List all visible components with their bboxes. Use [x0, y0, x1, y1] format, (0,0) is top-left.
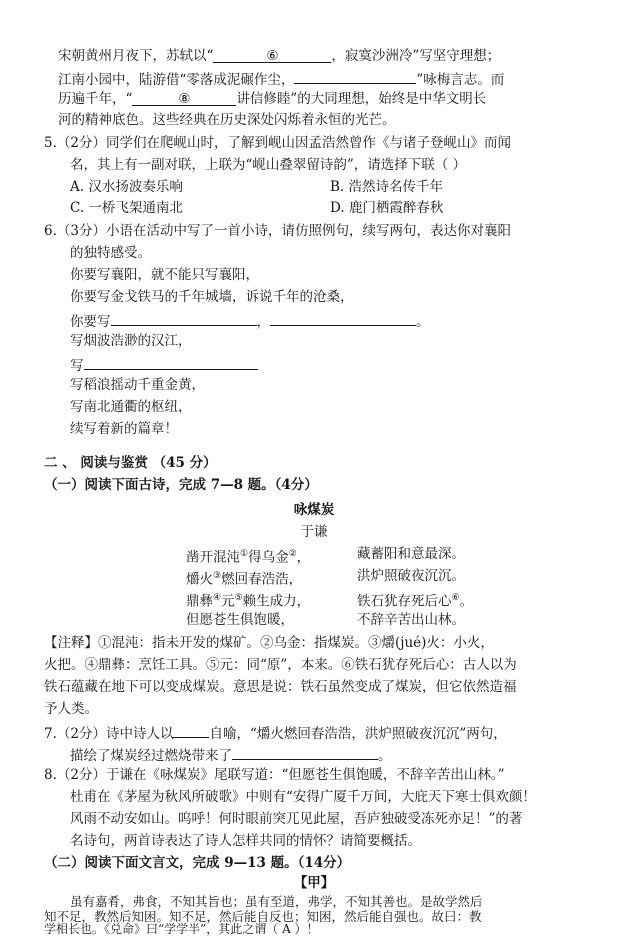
intro-line-3: 历遍千年，“ ⑧ 讲信修睦”的大同理想，始终是中华文明长 [58, 91, 487, 107]
intro-line-1: 宋朝黄州月夜下，苏轼以“ ⑥ ，寂寞沙洲冷”写坚守理想； [58, 48, 501, 64]
q6-blank-2[interactable] [270, 310, 416, 326]
notes-line-1: 【注释】①混沌：指未开发的煤矿。②乌金：指煤炭。③爝(jué)火：小火， [44, 635, 494, 651]
poem-author: 于谦 [300, 524, 328, 540]
section-2-heading: 二 、 阅读与鉴赏 （45 分） [44, 455, 217, 471]
q5-option-a[interactable]: A. 汉水扬波奏乐响 [70, 179, 183, 195]
passage-jia-label: 【甲】 [293, 875, 335, 891]
q6-line-2: 的独特感受。 [70, 245, 151, 261]
poem-line-1-left: 凿开混沌①得乌金②， [186, 549, 311, 566]
q5-line-1: 5.（2分）同学们在爬岘山时，了解到岘山因孟浩然曾作《与诸子登岘山》而闻 [44, 135, 511, 151]
q6-poem-line-6: 写稻浪摇动千重金黄， [70, 377, 205, 393]
q6-poem-line-3: 你要写 ， 。 [70, 310, 430, 331]
q6-line-1: 6.（3分）小语在活动中写了一首小诗，请仿照例句，续写两句，表达你对襄阳 [44, 223, 511, 239]
poem-line-3-right: 铁石犹存死后心⑥。 [357, 593, 474, 610]
blank-7[interactable] [294, 68, 416, 84]
q8-line-1: 8.（2分）于谦在《咏煤炭》尾联写道：“但愿苍生俱饱暖，不辞辛苦出山林。” [44, 767, 505, 783]
q8-line-2: 杜甫在《茅屋为秋风所破歌》中则有“安得广厦千万间，大庇天下寒士俱欢颜！ [70, 789, 536, 805]
q7-line-2: 描绘了煤炭经过燃烧带来了 。 [70, 744, 392, 765]
notes-line-2: 火把。④鼎彝：烹饪工具。⑤元：同“原”，本来。⑥铁石犹存死后心：古人以为 [44, 657, 517, 673]
q6-poem-line-2: 你要写金戈铁马的千年城墙，诉说千年的沧桑， [70, 289, 354, 305]
q5-option-d[interactable]: D. 鹿门栖霞醉春秋 [330, 200, 444, 216]
q5-option-c[interactable]: C. 一桥飞架通南北 [70, 200, 183, 216]
q6-blank-3[interactable] [84, 354, 258, 370]
part-1-heading: （一）阅读下面古诗，完成 7—8 题。（4分） [44, 477, 318, 493]
passage-line-1: 虽有嘉肴，弗食，不知其旨也；虽有至道，弗学，不知其善也。是故学然后 [70, 894, 483, 909]
poem-line-3-left: 鼎彝④元⑤赖生成力， [186, 593, 311, 610]
passage-line-2: 知不足，教然后知困。知不足，然后能自反也；知困，然后能自强也。故曰：教 [44, 909, 482, 924]
poem-line-2-right: 洪炉照破夜沉沉。 [357, 568, 465, 584]
blank-8[interactable]: ⑧ [132, 90, 236, 106]
poem-line-2-left: 爝火③燃回春浩浩， [186, 571, 303, 588]
q6-poem-line-7: 写南北通衢的枢纽， [70, 399, 192, 415]
q8-line-4: 名诗句，两首诗表达了诗人怎样共同的情怀？请简要概括。 [70, 833, 421, 849]
blank-6[interactable]: ⑥ [213, 47, 331, 63]
q7-blank-1[interactable] [173, 722, 209, 738]
intro-line-4: 河的精神底色。这些经典在历史深处闪烁着永恒的光芒。 [58, 112, 396, 128]
poem-line-4-right: 不辞辛苦出山林。 [357, 612, 465, 628]
poem-line-4-left: 但愿苍生俱饱暖， [186, 612, 294, 628]
poem-line-1-right: 藏蓄阳和意最深。 [357, 546, 465, 562]
intro-line-2: 江南小园中，陆游借“零落成泥碾作尘， ”咏梅言志。而 [58, 68, 504, 89]
q6-poem-line-1: 你要写襄阳，就不能只写襄阳， [70, 267, 259, 283]
q6-poem-line-8: 续写着新的篇章！ [70, 421, 178, 437]
q7-blank-2[interactable] [232, 744, 378, 760]
q6-blank-1[interactable] [111, 310, 257, 326]
q8-line-3: 风雨不动安如山。呜呼！何时眼前突兀见此屋，吾庐独破受冻死亦足！”的著 [70, 811, 523, 827]
part-2-heading: （二）阅读下面文言文，完成 9—13 题。（14分） [44, 855, 351, 871]
q5-option-b[interactable]: B. 浩然诗名传千年 [330, 179, 444, 195]
q7-line-1: 7.（2分）诗中诗人以 自喻，“爝火燃回春浩浩，洪炉照破夜沉沉”两句， [44, 722, 507, 743]
q5-line-2: 名，其上有一副对联，上联为“岘山叠翠留诗韵”，请选择下联（ ） [70, 157, 467, 173]
passage-line-3: 学相长也。《兑命》曰“学学半”，其此之谓（ A ）！ [44, 922, 319, 936]
poem-title: 咏煤炭 [293, 502, 335, 518]
notes-line-4: 予人类。 [44, 701, 98, 717]
q6-poem-line-4: 写烟波浩渺的汉江， [70, 333, 192, 349]
q6-poem-line-5: 写 [70, 354, 258, 375]
notes-line-3: 铁石蕴藏在地下可以变成煤炭。意思是说：铁石虽然变成了煤炭，但它依然造福 [44, 679, 517, 695]
